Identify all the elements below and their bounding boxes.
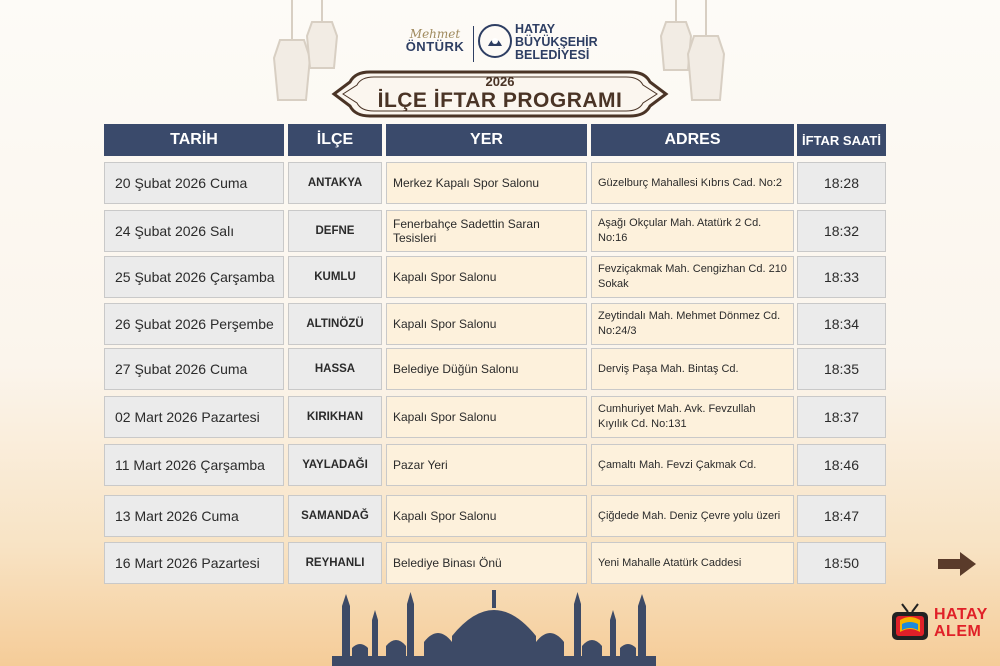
- tv-icon: [890, 602, 930, 642]
- cell-yer: Fenerbahçe Sadettin Saran Tesisleri: [386, 210, 587, 252]
- cell-ilce: KIRIKHAN: [288, 396, 382, 438]
- header-tarih: TARİH: [104, 124, 284, 156]
- cell-saat: 18:34: [797, 303, 886, 345]
- cell-saat: 18:33: [797, 256, 886, 298]
- cell-yer: Belediye Düğün Salonu: [386, 348, 587, 390]
- cell-ilce: HASSA: [288, 348, 382, 390]
- cell-tarih: 16 Mart 2026 Pazartesi: [104, 542, 284, 584]
- brand-line-2: ALEM: [934, 623, 982, 640]
- mosque-silhouette: [332, 586, 656, 666]
- logo-divider: [473, 26, 474, 62]
- header-yer: YER: [386, 124, 587, 156]
- cell-adres: Çamaltı Mah. Fevzi Çakmak Cd.: [591, 444, 794, 486]
- cell-yer: Kapalı Spor Salonu: [386, 303, 587, 345]
- next-arrow-icon[interactable]: [936, 550, 978, 578]
- table-header: [104, 124, 888, 156]
- cell-yer: Kapalı Spor Salonu: [386, 495, 587, 537]
- cell-adres: Derviş Paşa Mah. Bintaş Cd.: [591, 348, 794, 390]
- table-row: [104, 162, 888, 204]
- iftar-table: [104, 124, 888, 571]
- cell-yer: Kapalı Spor Salonu: [386, 256, 587, 298]
- emblem-icon: [478, 24, 512, 58]
- cell-ilce: YAYLADAĞI: [288, 444, 382, 486]
- cell-adres: Cumhuriyet Mah. Avk. Fevzullah Kıyılık Cd. No:131: [591, 396, 794, 438]
- table-row: [104, 256, 888, 298]
- brand-logo: [890, 598, 994, 650]
- table-row: [104, 542, 888, 584]
- cell-yer: Pazar Yeri: [386, 444, 587, 486]
- cell-adres: Fevziçakmak Mah. Cengizhan Cd. 210 Sokak: [591, 256, 794, 298]
- table-row: [104, 348, 888, 390]
- cell-saat: 18:37: [797, 396, 886, 438]
- table-row: [104, 495, 888, 537]
- table-row: [104, 303, 888, 345]
- cell-tarih: 20 Şubat 2026 Cuma: [104, 162, 284, 204]
- cell-tarih: 11 Mart 2026 Çarşamba: [104, 444, 284, 486]
- cell-tarih: 26 Şubat 2026 Perşembe: [104, 303, 284, 345]
- municipality-line-1: HATAY: [515, 22, 556, 36]
- cell-ilce: ALTINÖZÜ: [288, 303, 382, 345]
- table-row: [104, 210, 888, 252]
- cell-saat: 18:32: [797, 210, 886, 252]
- cell-adres: Zeytindalı Mah. Mehmet Dönmez Cd. No:24/3: [591, 303, 794, 345]
- municipality-line-3: BELEDİYESİ: [515, 48, 590, 62]
- cell-ilce: DEFNE: [288, 210, 382, 252]
- cell-adres: Aşağı Okçular Mah. Atatürk 2 Cd. No:16: [591, 210, 794, 252]
- municipality-logo-text: [515, 23, 598, 62]
- cell-ilce: SAMANDAĞ: [288, 495, 382, 537]
- cell-saat: 18:50: [797, 542, 886, 584]
- cell-ilce: ANTAKYA: [288, 162, 382, 204]
- table-row: [104, 396, 888, 438]
- cell-saat: 18:35: [797, 348, 886, 390]
- page-title: İLÇE İFTAR PROGRAMI: [377, 89, 623, 112]
- cell-yer: Merkez Kapalı Spor Salonu: [386, 162, 587, 204]
- cell-saat: 18:47: [797, 495, 886, 537]
- cell-yer: Kapalı Spor Salonu: [386, 396, 587, 438]
- cell-saat: 18:46: [797, 444, 886, 486]
- cell-saat: 18:28: [797, 162, 886, 204]
- cell-tarih: 27 Şubat 2026 Cuma: [104, 348, 284, 390]
- municipality-line-2: BÜYÜKŞEHİR: [515, 35, 598, 49]
- cell-tarih: 02 Mart 2026 Pazartesi: [104, 396, 284, 438]
- header-adres: ADRES: [591, 124, 794, 156]
- cell-ilce: KUMLU: [288, 256, 382, 298]
- cell-tarih: 25 Şubat 2026 Çarşamba: [104, 256, 284, 298]
- mayor-logo-name: ÖNTÜRK: [405, 39, 465, 54]
- header-logos: [400, 18, 600, 70]
- cell-adres: Çiğdede Mah. Deniz Çevre yolu üzeri: [591, 495, 794, 537]
- table-row: [104, 444, 888, 486]
- cell-adres: Yeni Mahalle Atatürk Caddesi: [591, 542, 794, 584]
- cell-yer: Belediye Binası Önü: [386, 542, 587, 584]
- header-ilce: İLÇE: [288, 124, 382, 156]
- cell-ilce: REYHANLI: [288, 542, 382, 584]
- mayor-logo: [400, 28, 470, 54]
- header-saat: İFTAR SAATİ: [797, 124, 886, 156]
- cell-tarih: 24 Şubat 2026 Salı: [104, 210, 284, 252]
- title-year: 2026: [485, 74, 515, 89]
- brand-text: [934, 606, 988, 640]
- cell-tarih: 13 Mart 2026 Cuma: [104, 495, 284, 537]
- brand-line-1: HATAY: [934, 606, 988, 623]
- cell-adres: Güzelburç Mahallesi Kıbrıs Cad. No:2: [591, 162, 794, 204]
- title-banner: [330, 68, 670, 120]
- mayor-logo-script: Mehmet: [409, 27, 461, 41]
